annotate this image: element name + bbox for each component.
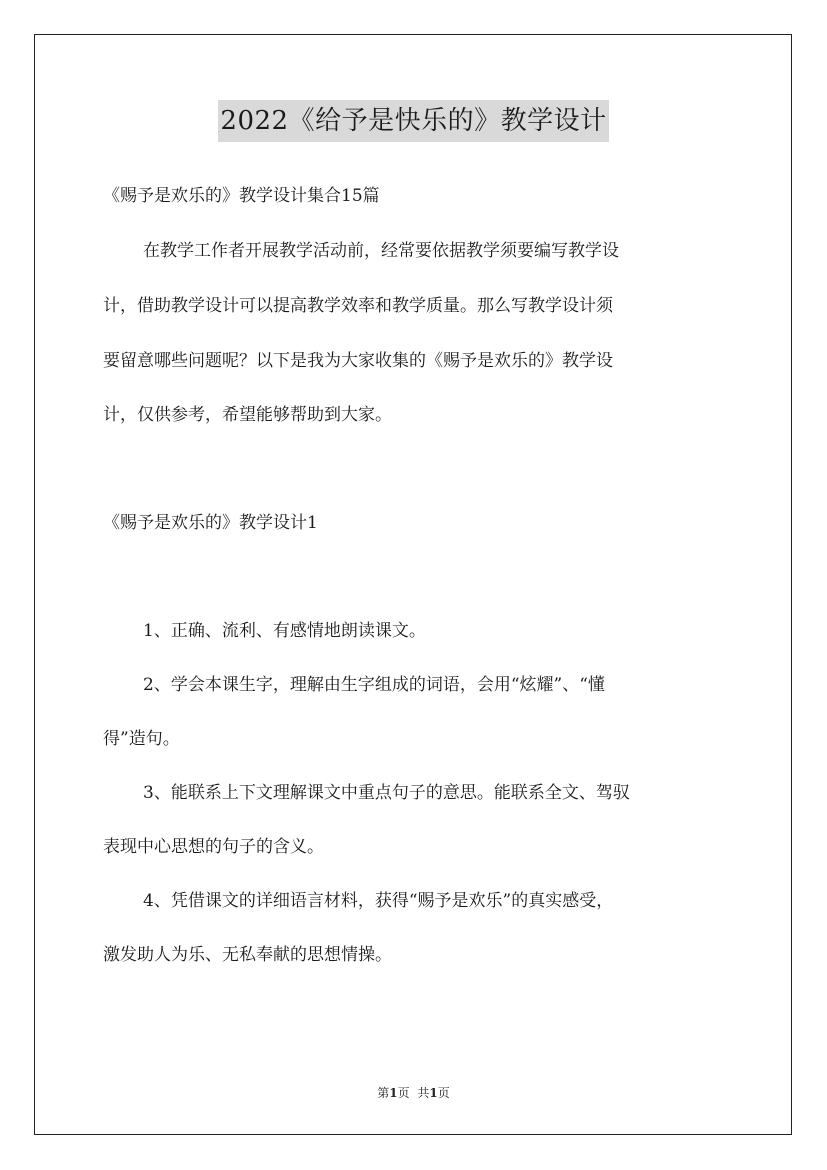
intro-line-2: 计，借助教学设计可以提高教学效率和教学质量。那么写教学设计须 bbox=[103, 296, 613, 316]
document-title: 2022《给予是快乐的》教学设计 bbox=[218, 100, 608, 142]
item-line-6: 4、凭借课文的详细语言材料，获得“赐予是欢乐”的真实感受， bbox=[143, 891, 614, 911]
item-line-3: 得”造句。 bbox=[103, 729, 180, 749]
intro-line-4: 计，仅供参考，希望能够帮助到大家。 bbox=[103, 405, 392, 425]
item-line-1: 1、正确、流利、有感情地朗读课文。 bbox=[143, 621, 426, 641]
footer-total-number: 1 bbox=[429, 1086, 438, 1100]
page-footer bbox=[0, 1084, 827, 1101]
item-line-2: 2、学会本课生字，理解由生字组成的词语，会用“炫耀”、“懂 bbox=[143, 675, 605, 695]
footer-total-prefix: 共 bbox=[417, 1086, 430, 1100]
item-line-5: 表现中心思想的句子的含义。 bbox=[103, 837, 324, 857]
item-line-4: 3、能联系上下文理解课文中重点句子的意思。能联系全文、驾驭 bbox=[143, 783, 630, 803]
item-line-7: 激发助人为乐、无私奉献的思想情操。 bbox=[103, 945, 392, 965]
title-container bbox=[0, 100, 827, 142]
intro-line-3: 要留意哪些问题呢？以下是我为大家收集的《赐予是欢乐的》教学设 bbox=[103, 351, 613, 371]
intro-line-1: 在教学工作者开展教学活动前，经常要依据教学须要编写教学设 bbox=[143, 241, 619, 261]
footer-page-suffix: 页 bbox=[397, 1086, 410, 1100]
footer-page-prefix: 第 bbox=[377, 1086, 390, 1100]
footer-page-number: 1 bbox=[389, 1086, 398, 1100]
section-heading: 《赐予是欢乐的》教学设计1 bbox=[103, 513, 318, 533]
footer-total-suffix: 页 bbox=[437, 1086, 450, 1100]
document-subtitle: 《赐予是欢乐的》教学设计集合15篇 bbox=[103, 186, 380, 206]
